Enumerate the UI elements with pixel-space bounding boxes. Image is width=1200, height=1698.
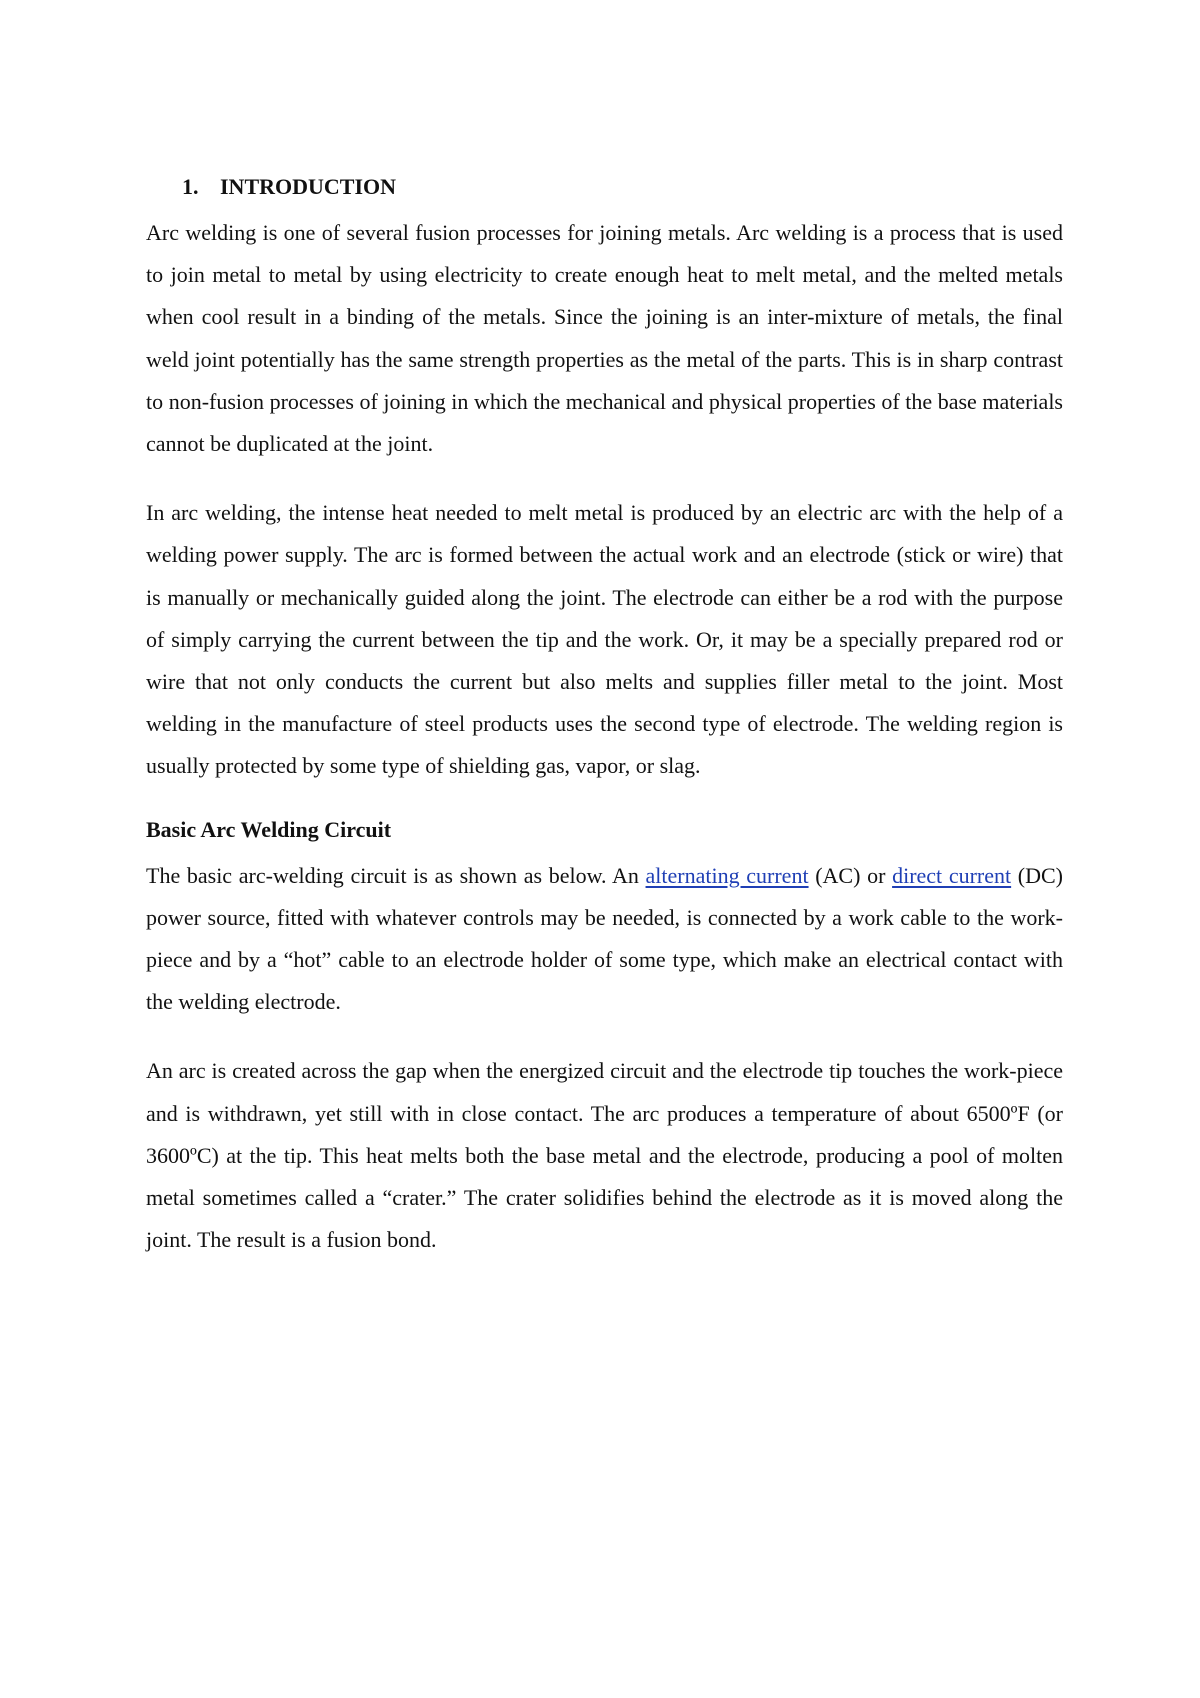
- intro-paragraph-2: In arc welding, the intense heat needed to melt metal is produced by an electric arc with the help of a welding power supply. The arc is formed between the actual work and an electrode (stick or wire) that is manually or mechanically guided along the joint. The electrode can either be a rod with the purpose of simply carrying the current between the tip and the work. Or, it may be a specially prepared rod or wire that not only conducts the current but also melts and supplies filler metal to the joint. Most welding in the manufacture of steel products uses the second type of electrode. The welding region is usually protected by some type of shielding gas, vapor, or slag.: [146, 500, 1063, 779]
- document-body: [146, 172, 1063, 1288]
- circuit-paragraph-1-text-a: The basic arc-welding circuit is as shown as below. An: [146, 862, 646, 888]
- circuit-paragraph-1-text-c: (DC) power source, fitted with whatever controls may be needed, is connected by a work cable to the work-piece and by a “hot” cable to an electrode holder of some type, which make an electrical contact with the welding electrode.: [146, 862, 1063, 1015]
- intro-paragraph-1: Arc welding is one of several fusion processes for joining metals. Arc welding is a process that is used to join metal to metal by using electricity to create enough heat to melt metal, and the melted metals when cool result in a binding of the metals. Since the joining is an inter-mixture of metals, the final weld joint potentially has the same strength properties as the metal of the parts. This is in sharp contrast to non-fusion processes of joining in which the mechanical and physical properties of the base materials cannot be duplicated at the joint.: [146, 220, 1063, 457]
- section-number: 1.: [182, 174, 199, 199]
- section-heading: [146, 172, 1063, 202]
- circuit-paragraph-1: [146, 855, 1063, 1024]
- subsection-title: Basic Arc Welding Circuit: [146, 816, 392, 842]
- section-title: INTRODUCTION: [220, 174, 397, 199]
- circuit-paragraph-1-text-b: (AC) or: [808, 862, 893, 888]
- direct-current-link[interactable]: direct current: [892, 862, 1012, 888]
- alternating-current-link[interactable]: alternating current: [645, 862, 809, 888]
- circuit-paragraph-2: An arc is created across the gap when the energized circuit and the electrode tip touches the work-piece and is withdrawn, yet still with in close contact. The arc produces a temperature of about 6500ºF (or 3600ºC) at the tip. This heat melts both the base metal and the electrode, producing a pool of molten metal sometimes called a “crater.” The crater solidifies behind the electrode as it is moved along the joint. The result is a fusion bond.: [146, 1058, 1063, 1253]
